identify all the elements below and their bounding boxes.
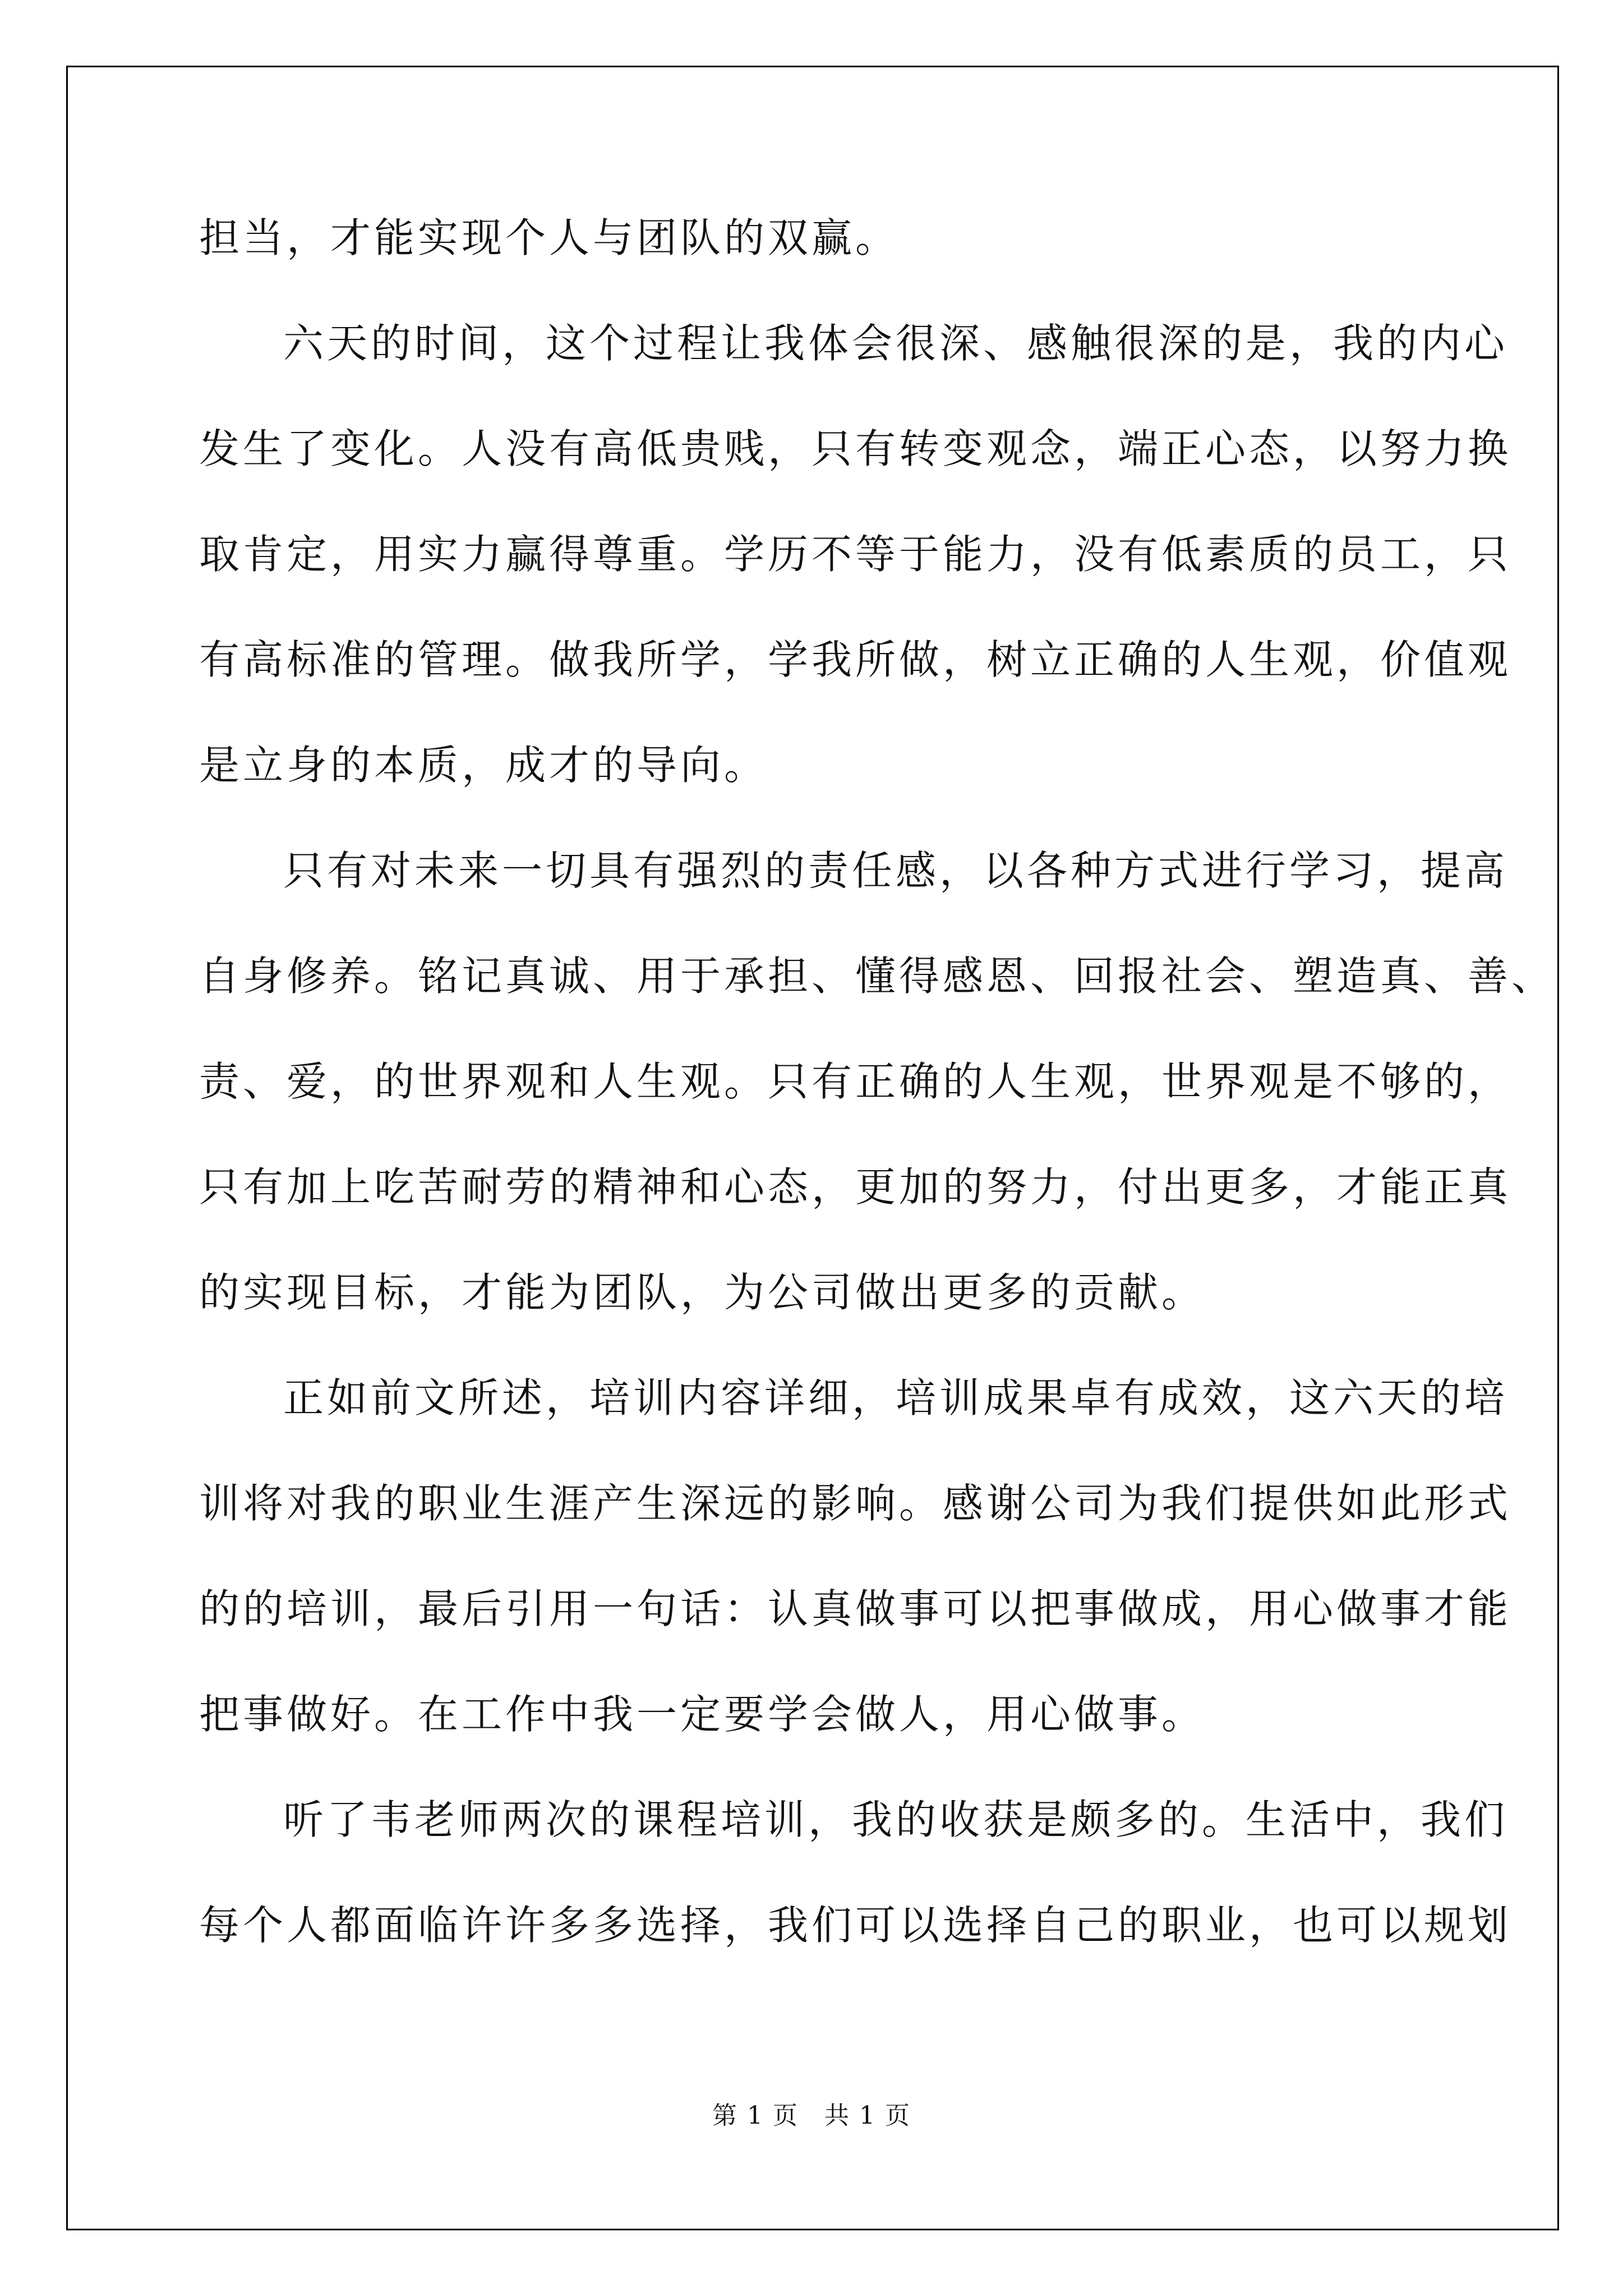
text-line: 把事做好。在工作中我一定要学会做人，用心做事。: [199, 1691, 1206, 1738]
text-line: 正如前文所述，培训内容详细，培训成果卓有成效，这六天的培: [283, 1374, 1509, 1421]
text-line: 责、爱，的世界观和人生观。只有正确的人生观，世界观是不够的，: [199, 1058, 1512, 1105]
text-line: 有高标准的管理。做我所学，学我所做，树立正确的人生观，价值观: [199, 636, 1512, 683]
text-line: 自身修养。铭记真诚、用于承担、懂得感恩、回报社会、塑造真、善、: [199, 953, 1556, 1000]
page-total: 共 1 页: [824, 2101, 911, 2130]
page-number: 第 1 页: [712, 2101, 799, 2130]
document-body: [199, 185, 1556, 1978]
page-footer: [0, 2095, 1623, 2131]
text-line: 担当，才能实现个人与团队的双赢。: [199, 214, 900, 261]
text-line: 的的培训，最后引用一句话：认真做事可以把事做成，用心做事才能: [199, 1585, 1512, 1632]
text-line: 只有对未来一切具有强烈的责任感，以各种方式进行学习，提高: [283, 847, 1509, 894]
text-line: 的实现目标，才能为团队，为公司做出更多的贡献。: [199, 1269, 1206, 1316]
text-line: 每个人都面临许许多多选择，我们可以选择自己的职业，也可以规划: [199, 1902, 1512, 1949]
text-line: 发生了变化。人没有高低贵贱，只有转变观念，端正心态，以努力换: [199, 425, 1512, 472]
text-line: 是立身的本质，成才的导向。: [199, 742, 768, 789]
text-line: 训将对我的职业生涯产生深远的影响。感谢公司为我们提供如此形式: [199, 1480, 1512, 1527]
text-line: 只有加上吃苦耐劳的精神和心态，更加的努力，付出更多，才能正真: [199, 1163, 1512, 1211]
text-line: 听了韦老师两次的课程培训，我的收获是颇多的。生活中，我们: [283, 1796, 1509, 1843]
text-line: 六天的时间，这个过程让我体会很深、感触很深的是，我的内心: [283, 320, 1509, 367]
text-line: 取肯定，用实力赢得尊重。学历不等于能力，没有低素质的员工，只: [199, 531, 1512, 578]
